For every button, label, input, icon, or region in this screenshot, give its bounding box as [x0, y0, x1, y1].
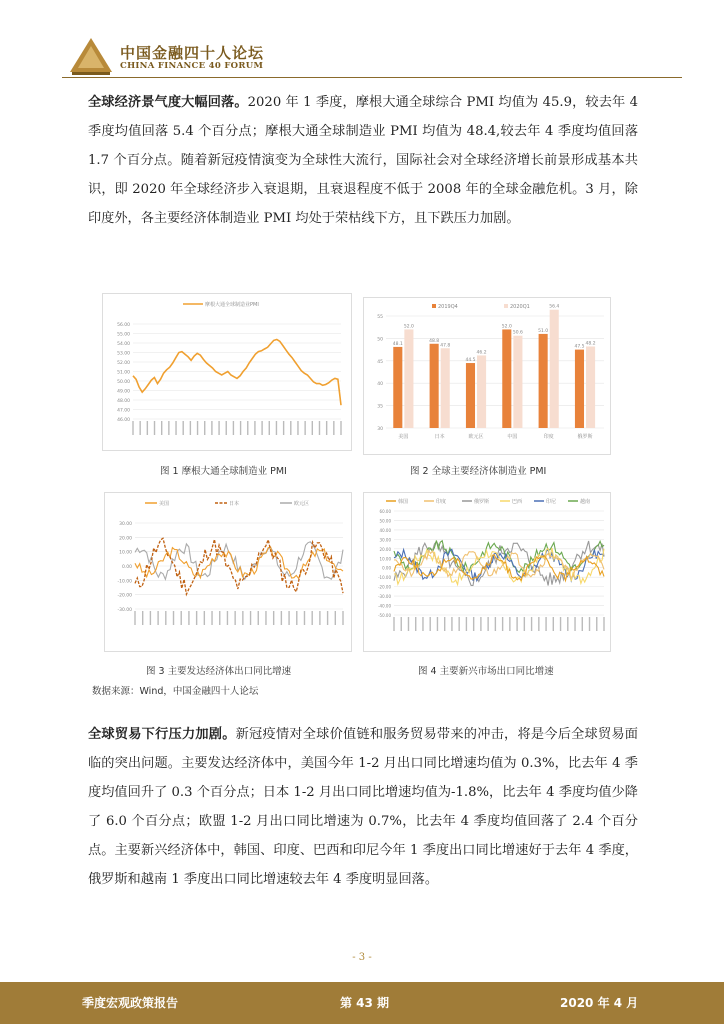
y-tick-label: -10.00 — [117, 579, 132, 585]
bar-label: 52.0 — [403, 324, 414, 330]
page-number: - 3 - — [352, 952, 372, 963]
bar-2020q1 — [404, 329, 413, 428]
legend-label: 越南 — [580, 499, 591, 505]
legend-label: 韩国 — [398, 499, 409, 505]
page-footer — [0, 982, 724, 1024]
x-category-label: 印度 — [543, 434, 554, 440]
y-tick-label: 35 — [377, 404, 383, 410]
y-tick-label: 30.00 — [119, 522, 132, 527]
caption-fig1: 图 1 摩根大通全球制造业 PMI — [160, 466, 287, 477]
y-tick-label: 10.00 — [379, 556, 391, 562]
y-tick-label: -20.00 — [117, 593, 132, 599]
chart-major-pmi — [363, 297, 611, 455]
footer-date: 2020 年 4 月 — [560, 996, 639, 1010]
paragraph-economy — [88, 88, 638, 233]
y-tick-label: 55 — [377, 315, 383, 320]
y-tick-label: -50.00 — [378, 613, 391, 618]
chart-developed-exports-svg — [105, 493, 351, 651]
y-tick-label: 54.00 — [117, 342, 130, 347]
legend-label: 印尼 — [546, 499, 557, 505]
y-tick-label: 52.00 — [117, 361, 130, 366]
bar-label: 48.1 — [392, 341, 403, 347]
chart-developed-exports — [104, 492, 352, 652]
chart-emerging-exports-svg — [364, 493, 610, 651]
bar-2019q4 — [502, 329, 511, 428]
y-tick-label: 56.00 — [117, 323, 130, 328]
x-category-label: 日本 — [434, 434, 445, 440]
bar-2020q1 — [513, 336, 522, 428]
paragraph-text: 新冠疫情对全球价值链和服务贸易带来的冲击，将是今后全球贸易面临的突出问题。主要发达经济体中，美国今年 1-2 月出口同比增速均值为 0.3%，比去年 4 季度均值回升了 0.3 个百分点；日本 1-2 月出口同比增速均值为-1.8%，比去年 4 季度均值少降了 6.0 个百分点；欧盟 1-2 月出口同比增速为 0.7%，比去年 4 季度均值回落了 2.4 个百分点。主要新兴经济体中，韩国、印度、巴西和印尼今年 1 季度出口同比增速好于去年 4 季度，俄罗斯和越南 1 季度出口同比增速较去年 4 季度明显回落。 — [88, 727, 638, 887]
y-tick-label: 45 — [377, 359, 383, 365]
bar-label: 48.2 — [585, 341, 596, 347]
y-tick-label: 51.00 — [117, 370, 130, 376]
y-tick-label: 20.00 — [379, 546, 391, 552]
forum-logo-icon — [68, 36, 114, 76]
footer-report-name: 季度宏观政策报告 — [82, 996, 179, 1010]
x-category-label: 中国 — [507, 434, 518, 440]
caption-fig4: 图 4 主要新兴市场出口同比增速 — [418, 666, 554, 677]
bar-2020q1 — [586, 346, 595, 428]
brand-name-en: CHINA FINANCE 40 FORUM — [120, 61, 264, 71]
report-header — [62, 36, 682, 80]
y-tick-label: 0.00 — [382, 565, 391, 571]
x-category-label: 美国 — [398, 434, 409, 440]
footer-issue: 第 43 期 — [340, 996, 390, 1010]
y-tick-label: 50.00 — [379, 518, 391, 524]
y-tick-label: -10.00 — [378, 575, 391, 581]
bar-2020q1 — [550, 310, 559, 428]
x-category-label: 俄罗斯 — [577, 434, 593, 440]
y-tick-label: 53.00 — [117, 351, 130, 357]
bar-2020q1 — [477, 355, 486, 428]
chart-major-pmi-svg — [364, 298, 610, 454]
x-category-label: 欧元区 — [468, 434, 484, 440]
y-tick-label: 46.00 — [117, 418, 130, 423]
bar-label: 51.0 — [538, 328, 549, 334]
paragraph-lead: 全球贸易下行压力加剧。 — [88, 727, 236, 742]
bar-2020q1 — [441, 348, 450, 428]
bar-label: 46.2 — [476, 350, 487, 356]
y-tick-label: 40 — [377, 382, 383, 388]
paragraph-lead: 全球经济景气度大幅回落。 — [88, 95, 248, 110]
bar-label: 47.5 — [574, 344, 585, 350]
y-tick-label: 48.00 — [117, 399, 130, 404]
y-tick-label: 60.00 — [379, 509, 391, 514]
caption-fig2: 图 2 全球主要经济体制造业 PMI — [410, 466, 547, 477]
header-divider — [62, 77, 682, 78]
bar-label: 52.0 — [501, 324, 512, 330]
bar-label: 50.6 — [512, 330, 523, 336]
legend-label: 欧元区 — [294, 501, 310, 507]
y-tick-label: 47.00 — [117, 408, 130, 414]
bar-2019q4 — [430, 344, 439, 428]
y-tick-label: -40.00 — [378, 603, 391, 609]
pmi-series-line — [133, 340, 341, 406]
bar-2019q4 — [539, 334, 548, 428]
legend-label: 印度 — [436, 499, 447, 505]
legend-label: 俄罗斯 — [474, 499, 490, 505]
y-tick-label: 50.00 — [117, 380, 130, 385]
legend-label: 2020Q1 — [510, 304, 530, 310]
paragraph-text: 2020 年 1 季度，摩根大通全球综合 PMI 均值为 45.9，较去年 4 季度均值回落 5.4 个百分点；摩根大通全球制造业 PMI 均值为 48.4,较去年 4 季度均值回落 1.7 个百分点。随着新冠疫情演变为全球性大流行，国际社会对全球经济增长前景形成基本共识，即 2020 年全球经济步入衰退期，且衰退程度不低于 2008 年的全球金融危机。3 月，除印度外，各主要经济体制造业 PMI 均处于荣枯线下方，且下跌压力加剧。 — [88, 95, 638, 226]
chart-global-pmi-svg — [103, 294, 351, 450]
paragraph-trade — [88, 720, 638, 894]
bar-2019q4 — [393, 347, 402, 428]
data-source-note: 数据来源：Wind，中国金融四十人论坛 — [92, 686, 259, 697]
bar-label: 48.8 — [429, 338, 440, 344]
chart-global-pmi — [102, 293, 352, 451]
bar-label: 56.4 — [549, 304, 560, 310]
legend-label: 摩根大通全球制造业PMI — [205, 302, 259, 308]
y-tick-label: 10.00 — [119, 550, 132, 556]
bar-2019q4 — [575, 350, 584, 428]
legend-label: 美国 — [159, 501, 170, 507]
y-tick-label: 40.00 — [379, 527, 391, 533]
y-tick-label: 0.00 — [121, 565, 132, 570]
bar-label: 47.8 — [440, 343, 451, 349]
y-tick-label: 30 — [377, 427, 383, 432]
y-tick-label: 49.00 — [117, 389, 130, 395]
y-tick-label: -30.00 — [117, 608, 132, 613]
caption-fig3: 图 3 主要发达经济体出口同比增速 — [146, 666, 292, 677]
legend-label: 巴西 — [512, 499, 523, 505]
brand-name-cn: 中国金融四十人论坛 — [120, 44, 265, 62]
y-tick-label: 30.00 — [379, 537, 391, 543]
series-russia — [394, 541, 604, 586]
bar-2019q4 — [466, 363, 475, 428]
legend-label: 2019Q4 — [438, 304, 458, 310]
y-tick-label: 20.00 — [119, 536, 132, 542]
y-tick-label: -20.00 — [378, 584, 391, 590]
chart-emerging-exports — [363, 492, 611, 652]
y-tick-label: -30.00 — [378, 594, 391, 600]
y-tick-label: 55.00 — [117, 332, 130, 338]
legend-label: 日本 — [229, 501, 240, 507]
y-tick-label: 50 — [377, 337, 383, 343]
bar-label: 44.5 — [465, 358, 476, 364]
